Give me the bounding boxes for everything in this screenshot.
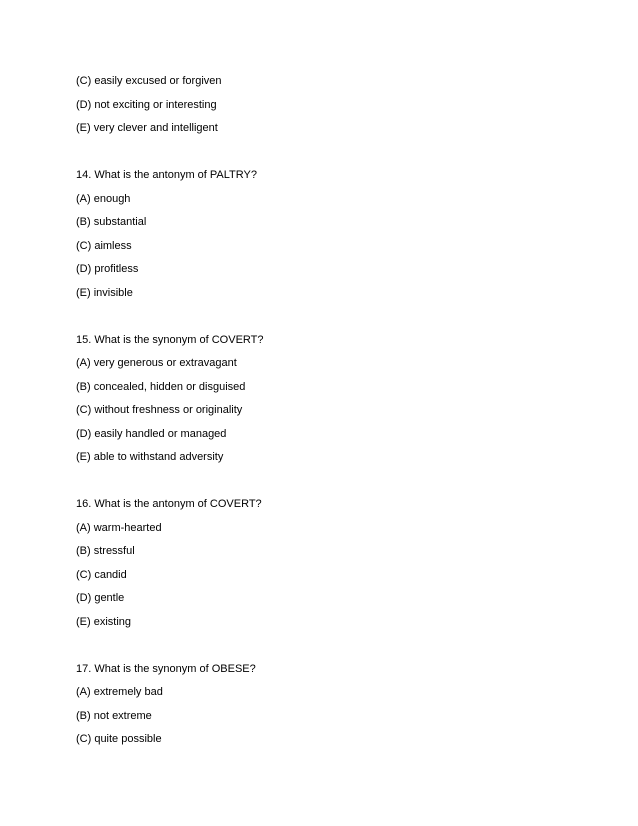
option-b: (B) concealed, hidden or disguised: [76, 380, 246, 393]
option-b: (B) stressful: [76, 545, 135, 557]
spacer: [76, 145, 576, 169]
continued-question: [76, 74, 576, 135]
option-a: (A) very generous or extravagant: [76, 357, 237, 369]
option-e: (E) existing: [76, 615, 132, 628]
option-b: (B) not extreme: [76, 709, 152, 722]
option-d: (D) profitless: [76, 263, 139, 275]
question-prompt: 17. What is the synonym of OBESE?: [76, 662, 256, 675]
option-c: (C) quite possible: [76, 733, 162, 745]
option-a: (A) enough: [76, 192, 131, 205]
option-c: (C) without freshness or originality: [76, 404, 243, 416]
option-b: (B) substantial: [76, 216, 147, 228]
option-c: (C) easily excused or forgiven: [76, 75, 222, 87]
spacer: [76, 474, 576, 498]
option-d: (D) gentle: [76, 592, 125, 604]
option-e: (E) very clever and intelligent: [76, 122, 218, 134]
question-prompt: 16. What is the antonym of COVERT?: [76, 498, 262, 510]
question-17: [76, 662, 576, 747]
spacer: [76, 309, 576, 333]
option-a: (A) warm-hearted: [76, 521, 162, 534]
option-c: (C) aimless: [76, 239, 132, 252]
option-d: (D) not exciting or interesting: [76, 98, 217, 111]
document-content: [76, 74, 576, 756]
option-a: (A) extremely bad: [76, 686, 163, 698]
question-16: [76, 497, 576, 629]
question-15: [76, 333, 576, 465]
option-e: (E) able to withstand adversity: [76, 451, 224, 463]
question-14: [76, 168, 576, 300]
option-e: (E) invisible: [76, 286, 133, 299]
option-c: (C) candid: [76, 568, 127, 581]
question-prompt: 14. What is the antonym of PALTRY?: [76, 169, 257, 181]
question-prompt: 15. What is the synonym of COVERT?: [76, 333, 264, 346]
spacer: [76, 638, 576, 662]
option-d: (D) easily handled or managed: [76, 427, 227, 440]
